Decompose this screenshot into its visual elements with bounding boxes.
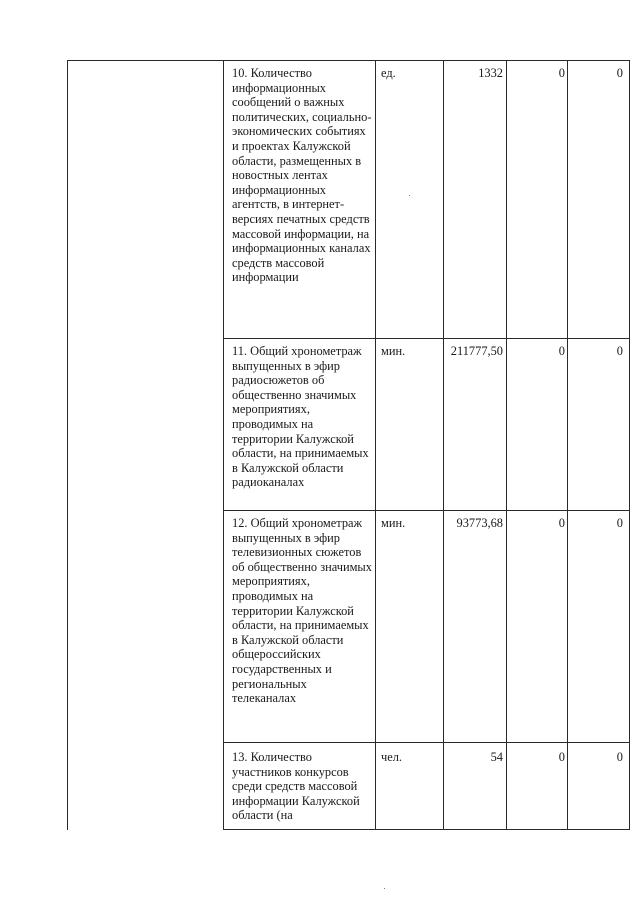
table-row-col3: 0 — [616, 344, 623, 358]
row-divider-1 — [223, 338, 630, 339]
table-row-value: 1332 — [478, 66, 503, 80]
table-row-unit: ед. — [381, 66, 396, 80]
scan-speck — [384, 888, 385, 889]
row-divider-3 — [223, 742, 630, 743]
table-row-value: 93773,68 — [456, 516, 503, 530]
row-divider-2 — [223, 510, 630, 511]
table-row-col2: 0 — [558, 66, 565, 80]
table-row-value: 211777,50 — [450, 344, 503, 358]
table-row-col3: 0 — [616, 66, 623, 80]
table-row-unit: чел. — [381, 750, 403, 764]
table-row-value: 54 — [490, 750, 503, 764]
column-divider-1 — [223, 60, 224, 830]
table-row-col2: 0 — [558, 344, 565, 358]
table-row-name: 10. Количество информационных сообщений о важных политических, социально-экономических событиях и проектах Калужской области, размещенных в новостных лентах информационных агентств, в интернет-версиях печатных средств массовой информации, на информационных каналах средств массовой информации — [232, 66, 372, 285]
table-row-unit: мин. — [381, 344, 406, 358]
table-left-border — [67, 60, 68, 830]
column-divider-4 — [506, 60, 507, 830]
table-top-border — [67, 60, 630, 61]
column-divider-3 — [443, 60, 444, 830]
table-row-col3: 0 — [616, 750, 623, 764]
table-row-name: 13. Количество участников конкурсов среди средств массовой информации Калужской области (на — [232, 750, 360, 823]
table-bottom-border — [223, 829, 630, 830]
table-row-col3: 0 — [616, 516, 623, 530]
table-row-name: 11. Общий хронометраж выпущенных в эфир радиосюжетов об общественно значимых мероприятиях, проводимых на территории Калужской области, на принимаемых в Калужской области радиоканалах — [232, 344, 369, 490]
column-divider-5 — [567, 60, 568, 830]
table-row-col2: 0 — [558, 516, 565, 530]
column-divider-2 — [375, 60, 376, 830]
table-row-col2: 0 — [558, 750, 565, 764]
table-row-name: 12. Общий хронометраж выпущенных в эфир телевизионных сюжетов об общественно значимых мероприятиях, проводимых на территории Калужской области, на принимаемых в Калужской области общероссийских государственных и региональных телеканалах — [232, 516, 372, 706]
table-right-border — [629, 60, 630, 830]
scan-speck — [409, 195, 410, 196]
table-row-unit: мин. — [381, 516, 406, 530]
